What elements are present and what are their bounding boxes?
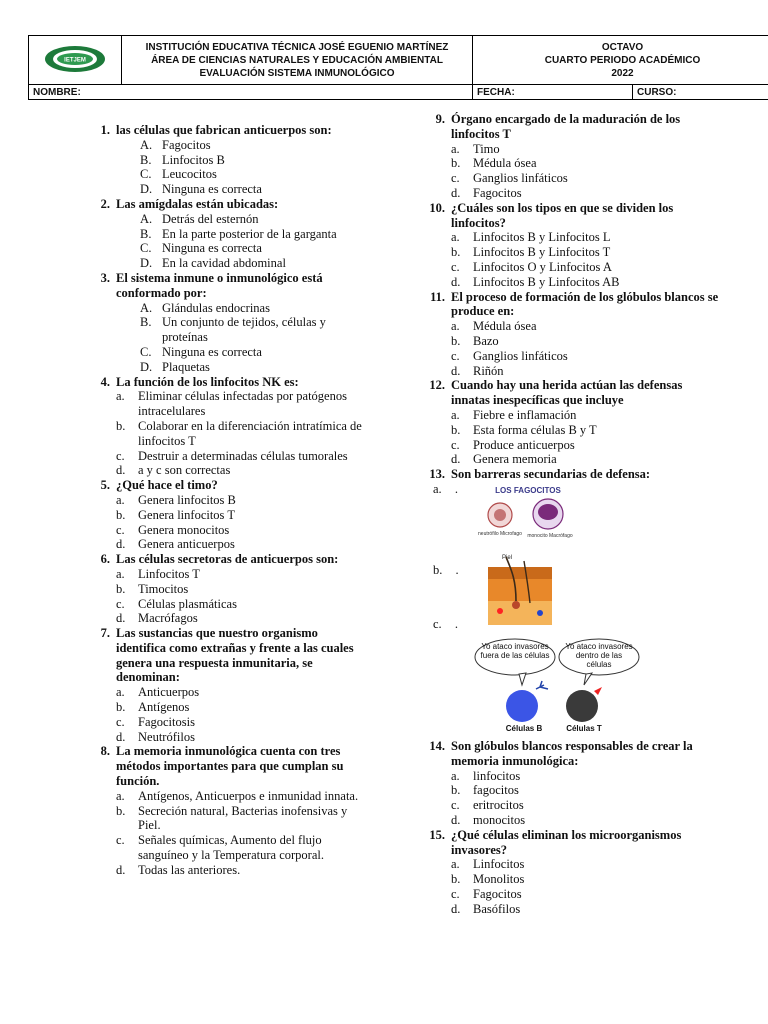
- question-12-stem: [421, 378, 721, 408]
- option-letter: D.: [140, 182, 153, 197]
- answer-option[interactable]: [421, 364, 721, 379]
- option-letter: b.: [116, 700, 126, 715]
- q13-option-a-letter: a.: [433, 482, 442, 496]
- option-text: Bazo: [473, 333, 499, 348]
- q13-option-a[interactable]: [433, 482, 458, 497]
- option-letter: b.: [116, 581, 126, 596]
- option-text: Genera linfocitos B: [138, 492, 236, 507]
- question-number: 12.: [429, 378, 445, 393]
- option-letter: a.: [451, 768, 460, 783]
- q13-option-b-dot: .: [455, 563, 459, 577]
- answer-option[interactable]: [86, 389, 366, 419]
- question-text: Las células secretoras de anticuerpos son:: [116, 552, 339, 567]
- question-text: ¿Cuáles son los tipos en que se dividen los linfocitos?: [451, 200, 674, 230]
- option-letter: b.: [116, 803, 126, 818]
- answer-option[interactable]: [86, 508, 366, 523]
- option-text: Timo: [473, 141, 500, 156]
- grade-cell: [473, 36, 768, 85]
- answer-option[interactable]: [86, 256, 366, 271]
- option-text: Ganglios linfáticos: [473, 348, 568, 363]
- option-text: Todas las anteriores.: [138, 862, 241, 877]
- answer-option[interactable]: [86, 493, 366, 508]
- b-cell-label: Células B: [505, 724, 543, 733]
- option-text: Genera anticuerpos: [138, 537, 235, 552]
- answer-option[interactable]: [86, 153, 366, 168]
- option-letter: d.: [451, 274, 461, 289]
- option-letter: D.: [140, 359, 153, 374]
- q13-option-c-letter: c.: [433, 617, 442, 631]
- question-3-stem: [86, 271, 366, 301]
- answer-option[interactable]: [421, 783, 721, 798]
- option-text: Señales químicas, Aumento del flujo sanguíneo y la Temperatura corporal.: [138, 833, 324, 863]
- institution-name: INSTITUCIÓN EDUCATIVA TÉCNICA JOSÉ EGUENIO MARTÍNEZ: [145, 41, 449, 53]
- t-cell-label: Células T: [566, 724, 602, 733]
- question-4-stem: [86, 375, 366, 390]
- question-11-stem: [421, 290, 721, 320]
- question-text: La memoria inmunológica cuenta con tres métodos importantes para que cumplan su función.: [116, 744, 344, 789]
- t-cell-bubble: Yo ataco invasores dentro de las células: [565, 642, 633, 669]
- option-letter: c.: [116, 714, 125, 729]
- option-text: Ganglios linfáticos: [473, 171, 568, 186]
- answer-option[interactable]: [421, 319, 721, 334]
- option-text: Colaborar en la diferenciación intratímica de linfocitos T: [138, 418, 362, 448]
- question-10: [421, 201, 721, 290]
- q13-option-b[interactable]: [433, 563, 459, 578]
- question-number: 14.: [429, 739, 445, 753]
- answer-option[interactable]: [421, 142, 721, 157]
- name-field[interactable]: [29, 85, 473, 100]
- answer-option[interactable]: [86, 582, 366, 597]
- option-letter: B.: [140, 315, 152, 330]
- option-letter: d.: [451, 185, 461, 200]
- answer-option[interactable]: [421, 813, 721, 828]
- question-3: [86, 271, 366, 375]
- question-11: [421, 290, 721, 379]
- answer-option[interactable]: [421, 452, 721, 467]
- option-text: Fiebre e inflamación: [473, 407, 577, 422]
- question-text: las células que fabrican anticuerpos son:: [116, 123, 332, 137]
- option-letter: C.: [140, 167, 152, 182]
- answer-option[interactable]: [421, 769, 721, 784]
- option-letter: a.: [451, 319, 460, 334]
- option-letter: d.: [116, 729, 126, 744]
- question-15-stem: [421, 828, 721, 858]
- answer-option[interactable]: [421, 902, 721, 917]
- question-text: ¿Qué hace el timo?: [116, 478, 218, 493]
- option-letter: c.: [116, 833, 125, 848]
- option-text: Eliminar células infectadas por patógenos intracelulares: [138, 389, 347, 419]
- option-text: Ninguna es correcta: [162, 344, 262, 359]
- q13-option-c[interactable]: [433, 617, 458, 632]
- question-9: [421, 112, 721, 201]
- question-text: Son glóbulos blancos responsables de crear la memoria inmunológica:: [451, 739, 693, 768]
- option-text: a y c son correctas: [138, 463, 231, 478]
- option-letter: d.: [116, 611, 126, 626]
- answer-option[interactable]: [86, 345, 366, 360]
- question-9-stem: [421, 112, 721, 142]
- answer-option[interactable]: [421, 245, 721, 260]
- option-letter: b.: [116, 507, 126, 522]
- answer-option[interactable]: [86, 789, 366, 804]
- answer-option[interactable]: [86, 537, 366, 552]
- question-7-stem: [86, 626, 366, 685]
- option-letter: c.: [451, 798, 460, 813]
- name-label: NOMBRE:: [33, 86, 81, 98]
- answer-option[interactable]: [86, 685, 366, 700]
- question-1-stem: [86, 123, 366, 138]
- answer-option[interactable]: [86, 167, 366, 182]
- answer-option[interactable]: [86, 523, 366, 538]
- answer-option[interactable]: [86, 567, 366, 582]
- option-letter: d.: [116, 862, 126, 877]
- option-text: Fagocitos: [162, 137, 211, 152]
- question-number: 7.: [100, 626, 110, 641]
- answer-option[interactable]: [421, 171, 721, 186]
- course-label: CURSO:: [637, 86, 677, 98]
- option-letter: D.: [140, 256, 153, 271]
- question-number: 3.: [100, 270, 110, 285]
- option-letter: a.: [116, 566, 125, 581]
- option-letter: b.: [451, 422, 461, 437]
- question-15: [421, 828, 721, 917]
- option-text: Genera memoria: [473, 452, 557, 467]
- option-letter: b.: [451, 783, 461, 798]
- option-text: Glándulas endocrinas: [162, 300, 270, 315]
- right-column-bottom: [421, 739, 721, 917]
- year: 2022: [611, 67, 634, 79]
- question-text: Las sustancias que nuestro organismo identifica como extrañas y frente a las cuales genera una respuesta inmunitaria, se denominan:: [116, 626, 354, 685]
- logo-text: IETJEM: [64, 57, 86, 63]
- phagocytes-figure: [478, 483, 578, 545]
- question-text: Son barreras secundarias de defensa:: [451, 467, 651, 481]
- option-text: Médula ósea: [473, 319, 537, 334]
- school-logo: [43, 44, 107, 74]
- cells-figure: [474, 637, 644, 737]
- question-text: Las amígdalas están ubicadas:: [116, 196, 279, 211]
- date-field[interactable]: [473, 85, 633, 100]
- option-letter: c.: [451, 886, 460, 901]
- question-number: 2.: [100, 196, 110, 211]
- question-text: ¿Qué células eliminan los microorganismos invasores?: [451, 827, 682, 857]
- option-text: monocitos: [473, 812, 526, 827]
- option-letter: d.: [116, 537, 126, 552]
- question-2-stem: [86, 197, 366, 212]
- question-7: [86, 626, 366, 744]
- answer-option[interactable]: [86, 419, 366, 449]
- option-text: fagocitos: [473, 783, 519, 798]
- option-text: Linfocitos B: [162, 152, 225, 167]
- q13-option-c-dot: .: [454, 617, 458, 631]
- option-text: Fagocitos: [473, 185, 522, 200]
- option-letter: C.: [140, 241, 152, 256]
- question-8-stem: [86, 744, 366, 788]
- phagocytes-left-label: neutrófilo Microfago: [478, 531, 522, 537]
- answer-option[interactable]: [421, 423, 721, 438]
- option-text: linfocitos: [473, 768, 521, 783]
- evaluation-name: EVALUACIÓN SISTEMA INMUNOLÓGICO: [199, 67, 395, 79]
- option-text: Genera monocitos: [138, 522, 230, 537]
- answer-option[interactable]: [86, 138, 366, 153]
- option-letter: a.: [116, 389, 125, 404]
- question-6: [86, 552, 366, 626]
- option-text: Células plasmáticas: [138, 596, 237, 611]
- option-text: Plaquetas: [162, 359, 210, 374]
- question-text: El proceso de formación de los glóbulos blancos se produce en:: [451, 289, 719, 319]
- option-text: Linfocitos B y Linfocitos L: [473, 230, 611, 245]
- question-text: La función de los linfocitos NK es:: [116, 374, 299, 389]
- answer-option[interactable]: [421, 334, 721, 349]
- question-8: [86, 744, 366, 877]
- answer-option[interactable]: [86, 315, 366, 345]
- question-number: 10.: [429, 200, 445, 215]
- option-text: Antígenos, Anticuerpos e inmunidad innata.: [138, 788, 359, 803]
- option-text: Antígenos: [138, 700, 190, 715]
- option-text: Secreción natural, Bacterias inofensivas y Piel.: [138, 803, 348, 833]
- answer-option[interactable]: [421, 260, 721, 275]
- answer-option[interactable]: [86, 833, 366, 863]
- institution-cell: [122, 36, 473, 85]
- option-letter: d.: [451, 901, 461, 916]
- answer-option[interactable]: [86, 611, 366, 626]
- option-text: Linfocitos O y Linfocitos A: [473, 259, 612, 274]
- option-letter: d.: [451, 363, 461, 378]
- answer-option[interactable]: [421, 349, 721, 364]
- option-text: Ninguna es correcta: [162, 182, 262, 197]
- option-letter: a.: [116, 788, 125, 803]
- right-column-top: [421, 112, 721, 467]
- question-14: [421, 739, 721, 828]
- option-text: Esta forma células B y T: [473, 422, 597, 437]
- option-text: Anticuerpos: [138, 685, 200, 700]
- option-letter: b.: [451, 156, 461, 171]
- b-cell-bubble: Yo ataco invasores fuera de las células: [480, 642, 550, 660]
- question-13-stem: [421, 467, 721, 482]
- option-text: En la parte posterior de la garganta: [162, 226, 337, 241]
- option-letter: b.: [451, 245, 461, 260]
- option-letter: A.: [140, 137, 153, 152]
- phagocytes-title: LOS FAGOCITOS: [495, 486, 561, 495]
- answer-option[interactable]: [86, 715, 366, 730]
- option-letter: b.: [451, 333, 461, 348]
- option-letter: A.: [140, 300, 153, 315]
- answer-option[interactable]: [86, 182, 366, 197]
- question-number: 1.: [100, 123, 110, 137]
- t-cell: [566, 690, 598, 722]
- answer-option[interactable]: [86, 227, 366, 242]
- option-text: Macrófagos: [138, 611, 198, 626]
- option-letter: A.: [140, 211, 153, 226]
- question-12: [421, 378, 721, 467]
- option-text: Ninguna es correcta: [162, 241, 262, 256]
- option-text: Fagocitosis: [138, 714, 195, 729]
- answer-option[interactable]: [421, 798, 721, 813]
- question-text: Órgano encargado de la maduración de los linfocitos T: [451, 112, 681, 141]
- option-text: Produce anticuerpos: [473, 437, 575, 452]
- option-letter: b.: [116, 418, 126, 433]
- skin-figure: [486, 551, 556, 627]
- option-text: Neutrófilos: [138, 729, 195, 744]
- area-name: ÁREA DE CIENCIAS NATURALES Y EDUCACIÓN AMBIENTAL: [151, 54, 443, 66]
- option-letter: c.: [116, 448, 125, 463]
- date-label: FECHA:: [477, 86, 515, 98]
- answer-option[interactable]: [86, 863, 366, 878]
- option-text: En la cavidad abdominal: [162, 256, 286, 271]
- option-letter: a.: [451, 141, 460, 156]
- course-field[interactable]: [633, 85, 768, 100]
- option-letter: d.: [451, 452, 461, 467]
- option-letter: B.: [140, 226, 152, 241]
- option-text: Linfocitos B y Linfocitos T: [473, 245, 611, 260]
- option-letter: c.: [451, 348, 460, 363]
- question-number: 13.: [429, 467, 445, 481]
- option-text: Detrás del esternón: [162, 211, 259, 226]
- option-letter: c.: [451, 171, 460, 186]
- option-text: Destruir a determinadas células tumorales: [138, 448, 348, 463]
- option-text: Leucocitos: [162, 167, 217, 182]
- option-text: eritrocitos: [473, 798, 524, 813]
- option-letter: d.: [451, 812, 461, 827]
- answer-option[interactable]: [421, 887, 721, 902]
- option-letter: B.: [140, 152, 152, 167]
- option-text: Riñón: [473, 363, 504, 378]
- question-number: 4.: [100, 374, 110, 389]
- option-text: Linfocitos: [473, 857, 525, 872]
- answer-option[interactable]: [86, 241, 366, 256]
- option-letter: C.: [140, 344, 152, 359]
- option-letter: a.: [451, 407, 460, 422]
- option-letter: c.: [116, 522, 125, 537]
- option-text: Médula ósea: [473, 156, 537, 171]
- answer-option[interactable]: [421, 408, 721, 423]
- answer-option[interactable]: [421, 275, 721, 290]
- b-cell: [506, 690, 538, 722]
- answer-option[interactable]: [421, 156, 721, 171]
- option-text: Basófilos: [473, 901, 521, 916]
- option-text: Linfocitos T: [138, 566, 200, 581]
- option-letter: d.: [116, 463, 126, 478]
- option-text: Un conjunto de tejidos, células y proteínas: [162, 315, 326, 345]
- question-number: 6.: [100, 552, 110, 567]
- question-number: 11.: [430, 289, 445, 304]
- answer-option[interactable]: [86, 360, 366, 375]
- question-6-stem: [86, 552, 366, 567]
- q13-option-a-dot: .: [454, 482, 458, 496]
- option-letter: c.: [451, 259, 460, 274]
- option-letter: a.: [451, 857, 460, 872]
- question-1: [86, 123, 366, 197]
- question-14-stem: [421, 739, 721, 769]
- answer-option[interactable]: [86, 301, 366, 316]
- question-text: El sistema inmune o inmunológico está conformado por:: [116, 270, 323, 300]
- question-10-stem: [421, 201, 721, 231]
- header-table: [28, 35, 768, 100]
- question-number: 9.: [435, 112, 445, 126]
- question-text: Cuando hay una herida actúan las defensas innatas inespecíficas que incluye: [451, 378, 683, 408]
- question-5-stem: [86, 478, 366, 493]
- answer-option[interactable]: [86, 212, 366, 227]
- option-letter: a.: [451, 230, 460, 245]
- answer-option[interactable]: [421, 186, 721, 201]
- answer-option[interactable]: [86, 449, 366, 464]
- option-text: Timocitos: [138, 581, 189, 596]
- logo-cell: [29, 36, 122, 85]
- q13-option-b-letter: b.: [433, 563, 443, 577]
- option-text: Monolitos: [473, 872, 525, 887]
- answer-option[interactable]: [421, 438, 721, 453]
- option-text: Fagocitos: [473, 886, 522, 901]
- answer-option[interactable]: [421, 872, 721, 887]
- option-letter: c.: [451, 437, 460, 452]
- option-letter: c.: [116, 596, 125, 611]
- question-2: [86, 197, 366, 271]
- answer-option[interactable]: [421, 230, 721, 245]
- answer-option[interactable]: [86, 700, 366, 715]
- option-letter: b.: [451, 872, 461, 887]
- option-text: Genera linfocitos T: [138, 507, 235, 522]
- phagocytes-right-label: monocito Macrófago: [527, 533, 573, 539]
- answer-option[interactable]: [421, 857, 721, 872]
- question-5: [86, 478, 366, 552]
- grade: OCTAVO: [601, 41, 644, 53]
- skin-label: Piel: [502, 555, 513, 561]
- question-number: 8.: [100, 744, 110, 759]
- question-4: [86, 375, 366, 479]
- option-letter: a.: [116, 685, 125, 700]
- option-text: Linfocitos B y Linfocitos AB: [473, 274, 620, 289]
- answer-option[interactable]: [86, 597, 366, 612]
- answer-option[interactable]: [86, 463, 366, 478]
- answer-option[interactable]: [86, 730, 366, 745]
- question-number: 5.: [100, 478, 110, 493]
- question-number: 15.: [429, 827, 445, 842]
- question-13: [421, 467, 721, 482]
- answer-option[interactable]: [86, 804, 366, 834]
- option-letter: a.: [116, 492, 125, 507]
- question-13: [421, 467, 721, 482]
- left-column: [86, 123, 366, 878]
- period: CUARTO PERIODO ACADÉMICO: [544, 54, 701, 66]
